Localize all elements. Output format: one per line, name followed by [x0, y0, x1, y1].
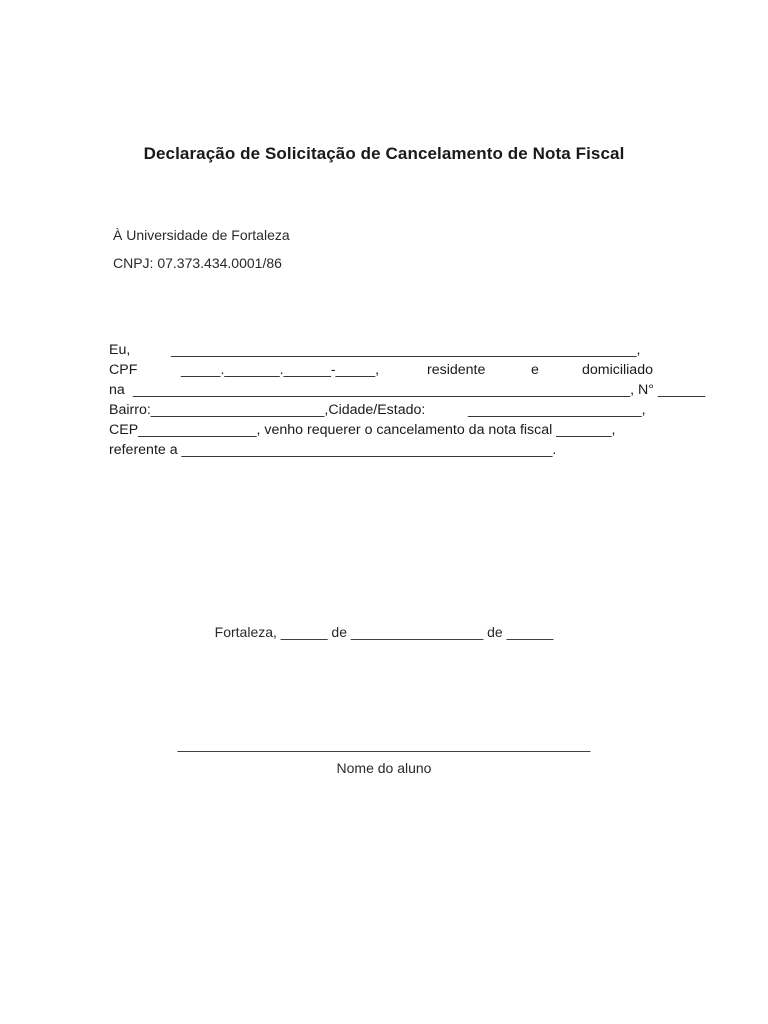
recipient-line: À Universidade de Fortaleza — [113, 227, 290, 243]
body-row-4-bairro-cidade: Bairro:______________________,Cidade/Estado: — [109, 402, 426, 418]
body-row-2-word-3: domiciliado — [582, 362, 653, 378]
place-date-line: Fortaleza, ______ de _________________ de ______ — [214, 624, 554, 640]
body-row-5-cep: CEP_______________, venho requerer o cancelamento da nota fiscal _______, — [109, 422, 616, 438]
body-row-2-cpf-blank: _____._______.______-_____, — [181, 362, 380, 378]
body-row-3-start: na — [109, 382, 125, 398]
body-row-4-estado-blank: ______________________, — [468, 402, 646, 418]
document-title: Declaração de Solicitação de Cancelamento de Nota Fiscal — [143, 144, 625, 163]
body-row-3 — [109, 382, 706, 401]
signature-name-label: Nome do aluno — [336, 760, 432, 776]
body-row-5 — [109, 422, 660, 441]
body-row-2-cpf-label: CPF — [109, 362, 138, 378]
cnpj-line: CNPJ: 07.373.434.0001/86 — [113, 255, 282, 271]
body-row-6-referente: referente a _______________________________________________. — [109, 442, 557, 458]
body-row-6 — [109, 442, 660, 461]
body-row-4 — [109, 402, 660, 421]
body-row-3-address-blank: _______________________________________________________________, N° ______ — [133, 382, 706, 398]
body-row-1-start: Eu, — [109, 342, 131, 358]
body-row-2-word-2: e — [531, 362, 539, 378]
body-row-1 — [109, 342, 660, 361]
body-row-2 — [109, 362, 660, 381]
body-row-2-word-1: residente — [427, 362, 486, 378]
body-row-1-name-blank: ___________________________________________________________, — [171, 342, 641, 358]
signature-line: _____________________________________________________ — [177, 736, 591, 752]
